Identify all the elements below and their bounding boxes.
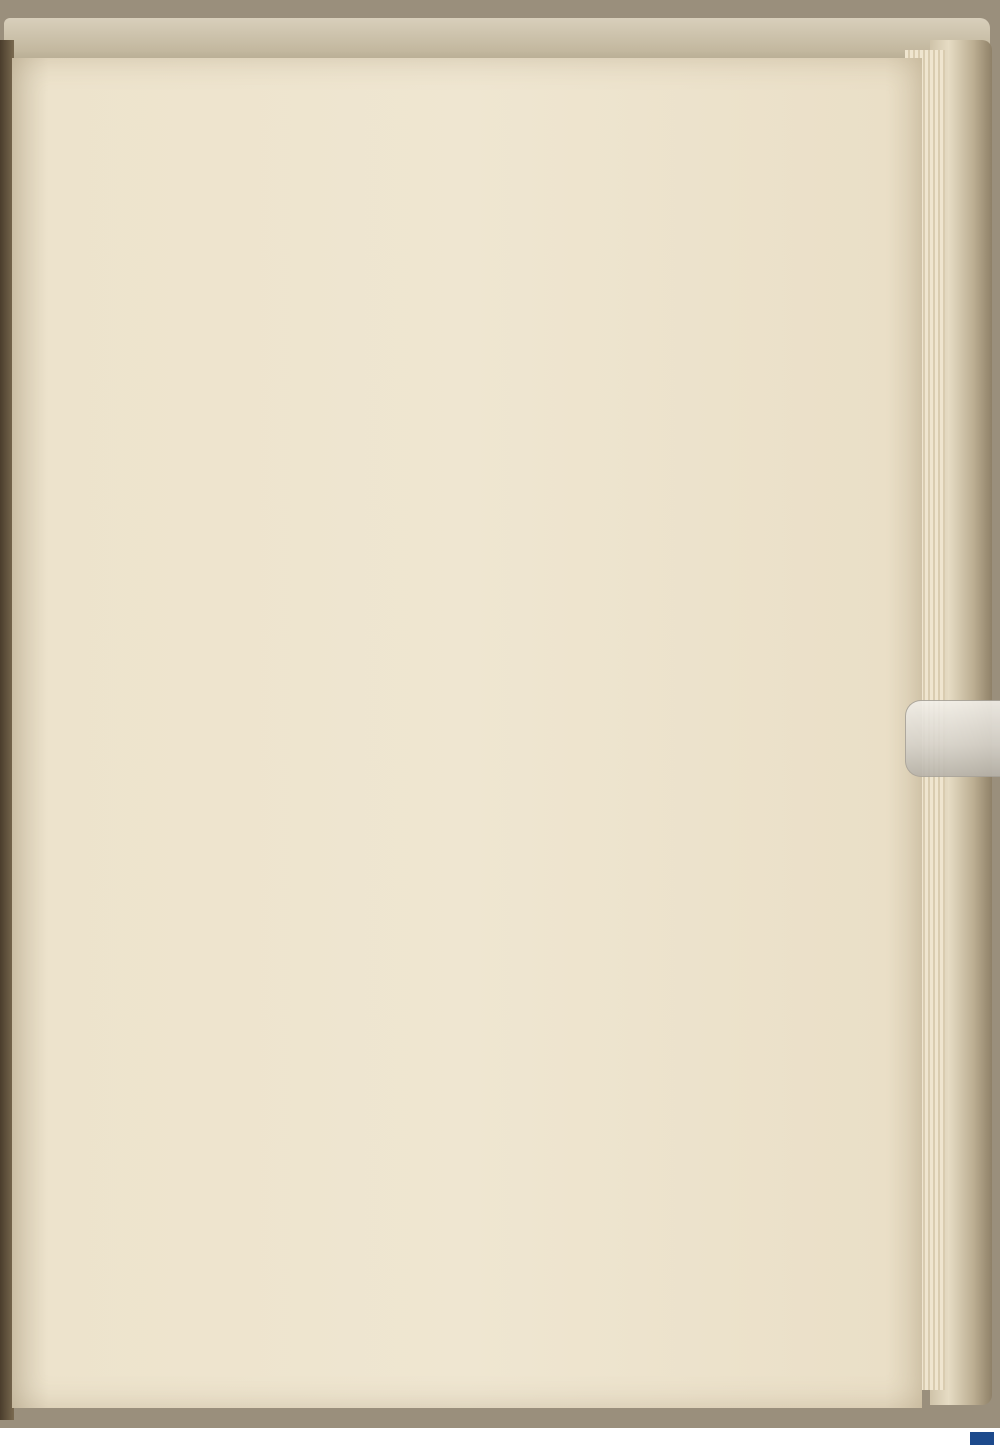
dfg-logo-icon xyxy=(970,1432,994,1445)
book-page xyxy=(12,58,922,1408)
text-block xyxy=(80,150,800,222)
decorated-initial xyxy=(80,216,144,288)
section-heading xyxy=(80,160,800,220)
footer-bar xyxy=(0,1428,1000,1449)
transparent-page-tab xyxy=(905,700,1000,777)
